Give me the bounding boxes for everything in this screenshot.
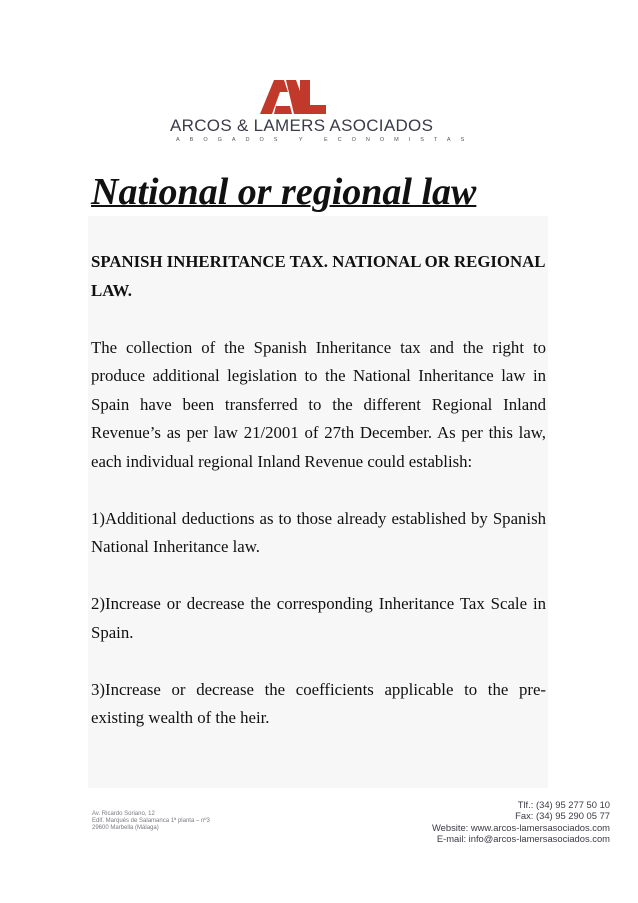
- paragraph-item-3: 3)Increase or decrease the coefficients applicable to the pre-existing wealth of the heir.: [91, 679, 546, 727]
- firm-logo: [170, 78, 475, 150]
- fax-text: Fax: (34) 95 290 05 77: [515, 810, 610, 822]
- footer-address: [92, 811, 292, 832]
- address-line: Edif. Marqués de Salamanca 1ª planta – nº3: [92, 818, 210, 824]
- footer-contact: [380, 799, 610, 845]
- firm-name: ARCOS & LAMERS ASOCIADOS: [170, 116, 434, 135]
- email-link[interactable]: E-mail: info@arcos-lamersasociados.com: [436, 833, 610, 845]
- paragraph-intro: The collection of the Spanish Inheritance tax and the right to produce additional legislation to the National Inheritance law in Spain have been transferred to the different Regional Inland Revenue’s as per law 21/2001 of 27th December. As per this law, each individual regional Inland Revenue could establish:: [91, 337, 546, 471]
- section-heading: SPANISH INHERITANCE TAX. NATIONAL OR REGIONAL LAW.: [91, 252, 545, 300]
- address-line: Av. Ricardo Soriano, 12: [92, 811, 155, 817]
- phone-text: Tlf.: (34) 95 277 50 10: [517, 799, 610, 810]
- firm-subtitle: ABOGADOS Y ECONOMISTAS: [176, 137, 475, 143]
- address-line: 29600 Marbella (Málaga): [92, 825, 159, 831]
- document-body: [91, 248, 546, 761]
- paragraph-item-1: 1)Additional deductions as to those already established by Spanish National Inheritance law.: [91, 508, 546, 556]
- paragraph-item-2: 2)Increase or decrease the corresponding Inheritance Tax Scale in Spain.: [91, 594, 546, 642]
- website-link[interactable]: Website: www.arcos-lamersasociados.com: [431, 821, 610, 833]
- logo-mark-icon: [260, 78, 326, 116]
- document-title: National or regional law: [91, 171, 477, 213]
